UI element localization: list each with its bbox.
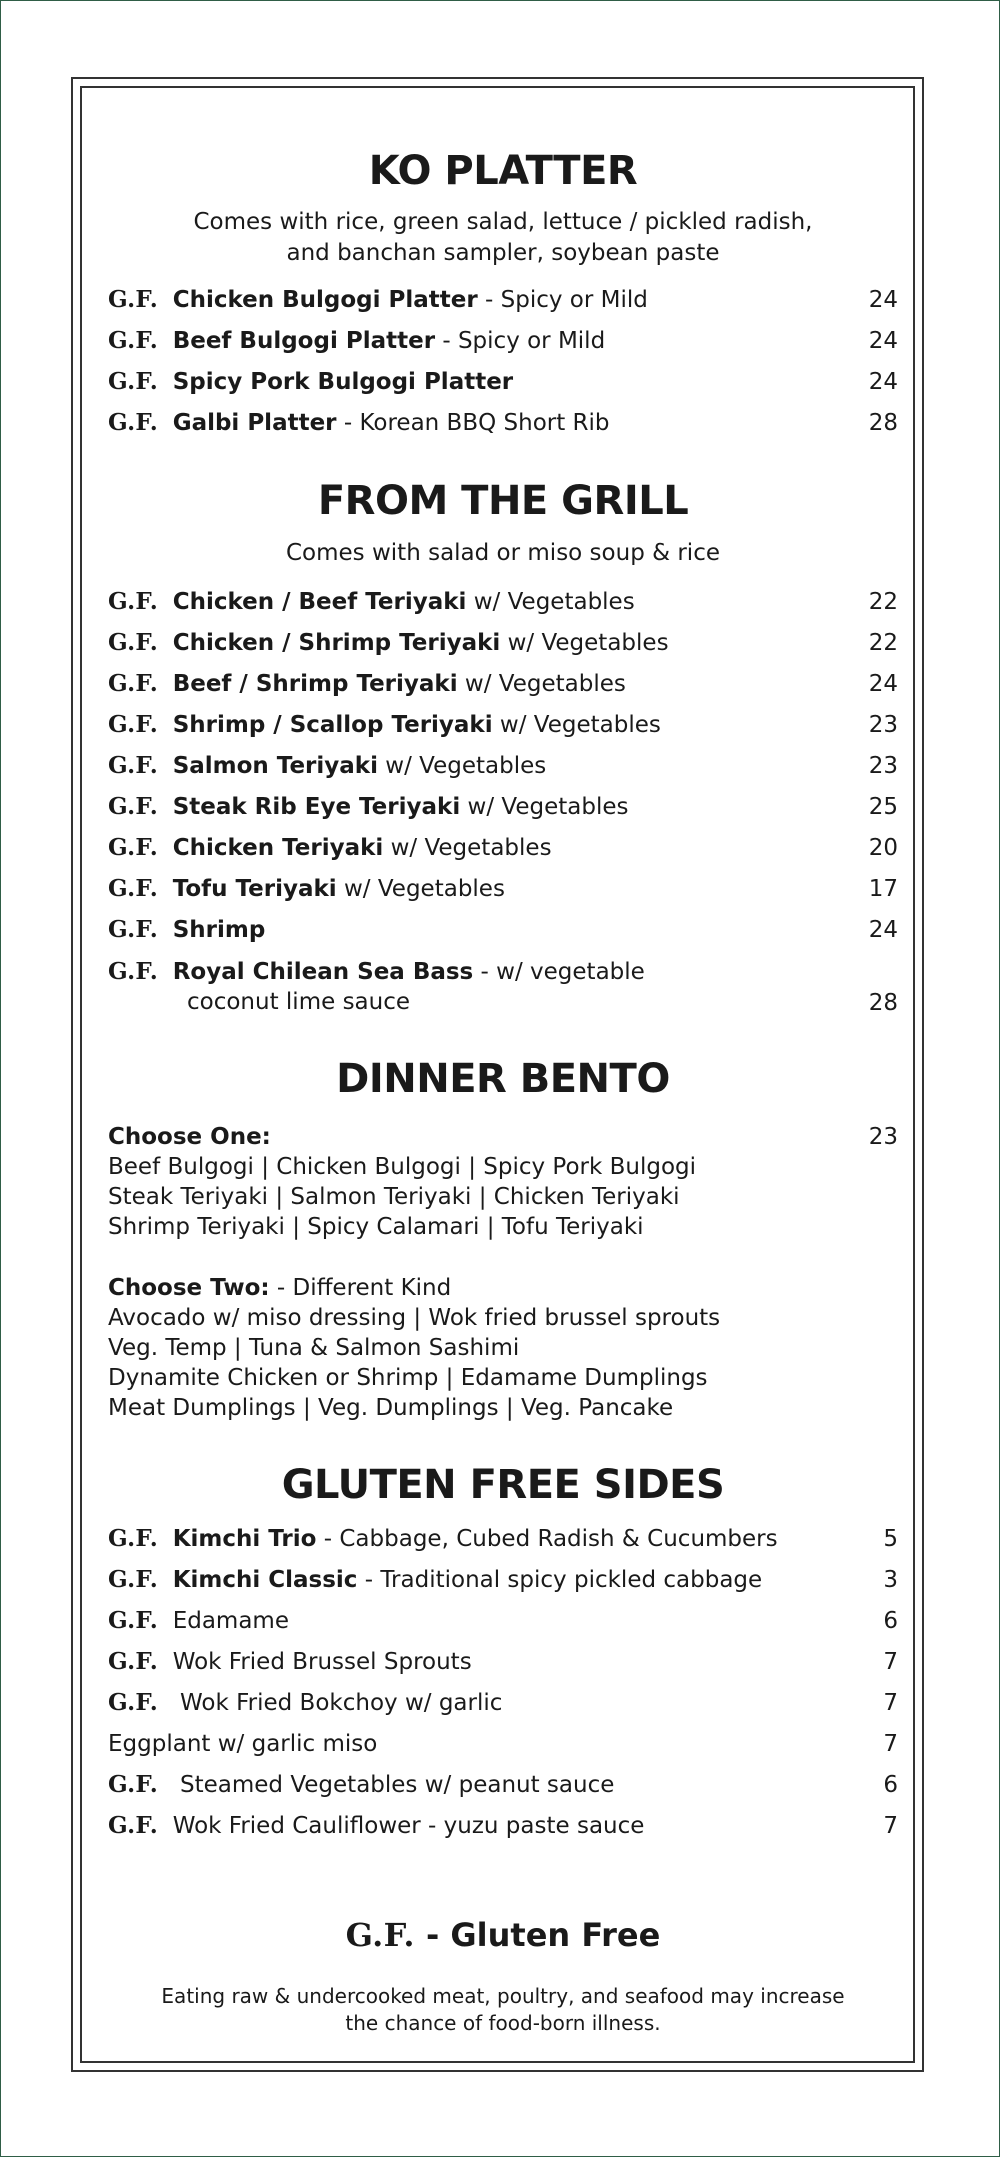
- item-detail: Wok Fried Brussel Sprouts: [172, 1649, 472, 1675]
- gluten-free-tag: G.F.: [108, 1525, 159, 1552]
- gluten-free-tag: G.F.: [108, 711, 159, 738]
- item-name: Chicken / Shrimp Teriyaki: [172, 630, 501, 656]
- gluten-free-tag: G.F.: [108, 409, 159, 436]
- item-price: 22: [868, 589, 898, 615]
- item-price: 5: [883, 1526, 898, 1552]
- item-price: 24: [868, 287, 898, 313]
- menu-item: [108, 365, 898, 399]
- legend-text: - Gluten Free: [414, 1916, 661, 1954]
- menu-item: [108, 1645, 898, 1679]
- gluten-free-tag: G.F.: [108, 793, 159, 820]
- item-name: Steak Rib Eye Teriyaki: [172, 794, 461, 820]
- gluten-free-tag: G.F.: [108, 368, 159, 395]
- bento-choice-line: Steak Teriyaki | Salmon Teriyaki | Chicken Teriyaki: [108, 1184, 680, 1210]
- item-price: 3: [883, 1567, 898, 1593]
- item-price: 22: [868, 630, 898, 656]
- bento-choose-two-heading: [108, 1273, 898, 1303]
- bento-side-line: Veg. Temp | Tuna & Salmon Sashimi: [108, 1335, 520, 1361]
- item-name: Beef Bulgogi Platter: [172, 328, 436, 354]
- item-detail: - Spicy or Mild: [477, 287, 648, 313]
- gluten-free-tag: G.F.: [108, 327, 159, 354]
- item-detail: - Spicy or Mild: [435, 328, 606, 354]
- item-price: 23: [868, 753, 898, 779]
- item-price: 7: [883, 1690, 898, 1716]
- section-title-ko-platter: KO PLATTER: [368, 148, 638, 194]
- item-detail: Eggplant w/ garlic miso: [108, 1731, 378, 1757]
- item-name: Galbi Platter: [172, 410, 337, 436]
- gluten-free-tag: G.F.: [108, 588, 159, 615]
- item-detail: Wok Fried Bokchoy w/ garlic: [180, 1690, 503, 1716]
- item-name: Spicy Pork Bulgogi Platter: [172, 369, 514, 395]
- item-name: Royal Chilean Sea Bass: [172, 959, 474, 985]
- item-detail: Steamed Vegetables w/ peanut sauce: [180, 1772, 615, 1798]
- menu-item: [108, 1727, 898, 1761]
- gluten-free-tag: G.F.: [108, 670, 159, 697]
- health-notice-line1: Eating raw & undercooked meat, poultry, and seafood may increase: [161, 1984, 845, 2008]
- menu-item: [108, 1522, 898, 1556]
- item-detail: w/ Vegetables: [492, 712, 661, 738]
- gluten-free-tag: G.F.: [108, 875, 159, 902]
- bento-choice-line: Beef Bulgogi | Chicken Bulgogi | Spicy Pork Bulgogi: [108, 1154, 697, 1180]
- item-name: Shrimp: [172, 917, 266, 943]
- item-name: Tofu Teriyaki: [172, 876, 337, 902]
- item-detail: - w/ vegetable: [473, 959, 645, 985]
- item-price: 24: [868, 671, 898, 697]
- item-name: Chicken Teriyaki: [172, 835, 384, 861]
- item-detail: w/ Vegetables: [383, 835, 552, 861]
- item-detail: w/ Vegetables: [457, 671, 626, 697]
- menu-item: [108, 1604, 898, 1638]
- section-title-dinner-bento: DINNER BENTO: [336, 1056, 670, 1102]
- section-title-gluten-free-sides: GLUTEN FREE SIDES: [281, 1462, 725, 1508]
- item-price: 23: [868, 712, 898, 738]
- menu-item: [108, 667, 898, 701]
- gluten-free-tag: G.F.: [108, 1812, 159, 1839]
- item-name: Kimchi Classic: [172, 1567, 358, 1593]
- choose-two-label: Choose Two:: [108, 1275, 270, 1301]
- grill-description: Comes with salad or miso soup & rice: [286, 540, 720, 566]
- menu-item-sea-bass: [108, 956, 898, 1024]
- bento-choose-one-heading: [108, 1122, 898, 1152]
- menu-item: [108, 283, 898, 317]
- menu-item: [108, 1809, 898, 1843]
- item-price: 7: [883, 1813, 898, 1839]
- item-price: 6: [883, 1608, 898, 1634]
- item-price: 28: [868, 410, 898, 436]
- gluten-free-tag: G.F.: [108, 958, 159, 985]
- item-detail: - Cabbage, Cubed Radish & Cucumbers: [316, 1526, 778, 1552]
- gluten-free-tag: G.F.: [108, 1689, 159, 1716]
- menu-item: [108, 406, 898, 440]
- item-name: Kimchi Trio: [172, 1526, 317, 1552]
- bento-side-line: Dynamite Chicken or Shrimp | Edamame Dumplings: [108, 1365, 708, 1391]
- gluten-free-tag: G.F.: [108, 1566, 159, 1593]
- item-detail: w/ Vegetables: [336, 876, 505, 902]
- menu-item: [108, 585, 898, 619]
- menu-item: [108, 872, 898, 906]
- section-title-from-the-grill: FROM THE GRILL: [317, 478, 689, 524]
- item-price: 6: [883, 1772, 898, 1798]
- menu-item: [108, 626, 898, 660]
- menu-item: [108, 831, 898, 865]
- item-detail: - Korean BBQ Short Rib: [336, 410, 610, 436]
- ko-platter-description-line2: and banchan sampler, soybean paste: [286, 240, 720, 266]
- item-price: 24: [868, 917, 898, 943]
- item-detail-line2: coconut lime sauce: [187, 989, 411, 1015]
- item-name: Chicken Bulgogi Platter: [172, 287, 478, 313]
- item-detail: Edamame: [172, 1608, 289, 1634]
- bento-side-line: Avocado w/ miso dressing | Wok fried brussel sprouts: [108, 1305, 721, 1331]
- item-price: 25: [868, 794, 898, 820]
- item-detail: Wok Fried Cauliflower - yuzu paste sauce: [172, 1813, 645, 1839]
- item-name: Beef / Shrimp Teriyaki: [172, 671, 458, 697]
- item-name: Chicken / Beef Teriyaki: [172, 589, 467, 615]
- item-detail: - Traditional spicy pickled cabbage: [357, 1567, 763, 1593]
- item-detail: w/ Vegetables: [500, 630, 669, 656]
- menu-item: [108, 1563, 898, 1597]
- menu-item: [108, 708, 898, 742]
- menu-item: [108, 749, 898, 783]
- item-price: 17: [868, 876, 898, 902]
- bento-side-line: Meat Dumplings | Veg. Dumplings | Veg. Pancake: [108, 1395, 674, 1421]
- item-name: Shrimp / Scallop Teriyaki: [172, 712, 493, 738]
- item-price: 7: [883, 1731, 898, 1757]
- item-detail: w/ Vegetables: [466, 589, 635, 615]
- item-detail: w/ Vegetables: [377, 753, 547, 779]
- health-notice-line2: the chance of food-born illness.: [345, 2011, 661, 2035]
- gluten-free-tag: G.F.: [108, 1771, 159, 1798]
- item-price: 7: [883, 1649, 898, 1675]
- gluten-free-tag: G.F.: [108, 834, 159, 861]
- menu-item: [108, 1768, 898, 1802]
- menu-item: [108, 913, 898, 947]
- gluten-free-tag: G.F.: [108, 1648, 159, 1675]
- gluten-free-tag: G.F.: [108, 629, 159, 656]
- choose-two-note: - Different Kind: [269, 1275, 452, 1301]
- legend-tag: G.F.: [345, 1916, 415, 1954]
- item-price: 24: [868, 328, 898, 354]
- menu-item: [108, 324, 898, 358]
- ko-platter-description-line1: Comes with rice, green salad, lettuce / pickled radish,: [193, 209, 813, 235]
- item-price: 28: [868, 990, 898, 1016]
- bento-price: 23: [868, 1124, 898, 1150]
- gluten-free-tag: G.F.: [108, 1607, 159, 1634]
- bento-choice-line: Shrimp Teriyaki | Spicy Calamari | Tofu Teriyaki: [108, 1214, 644, 1240]
- gluten-free-tag: G.F.: [108, 286, 159, 313]
- item-detail: w/ Vegetables: [460, 794, 629, 820]
- menu-item: [108, 1686, 898, 1720]
- item-price: 20: [868, 835, 898, 861]
- gluten-free-tag: G.F.: [108, 916, 159, 943]
- item-name: Salmon Teriyaki: [172, 753, 378, 779]
- menu-item: [108, 790, 898, 824]
- choose-one-label: Choose One:: [108, 1124, 271, 1150]
- item-price: 24: [868, 369, 898, 395]
- gluten-free-legend: [108, 1915, 898, 1955]
- gluten-free-tag: G.F.: [108, 752, 159, 779]
